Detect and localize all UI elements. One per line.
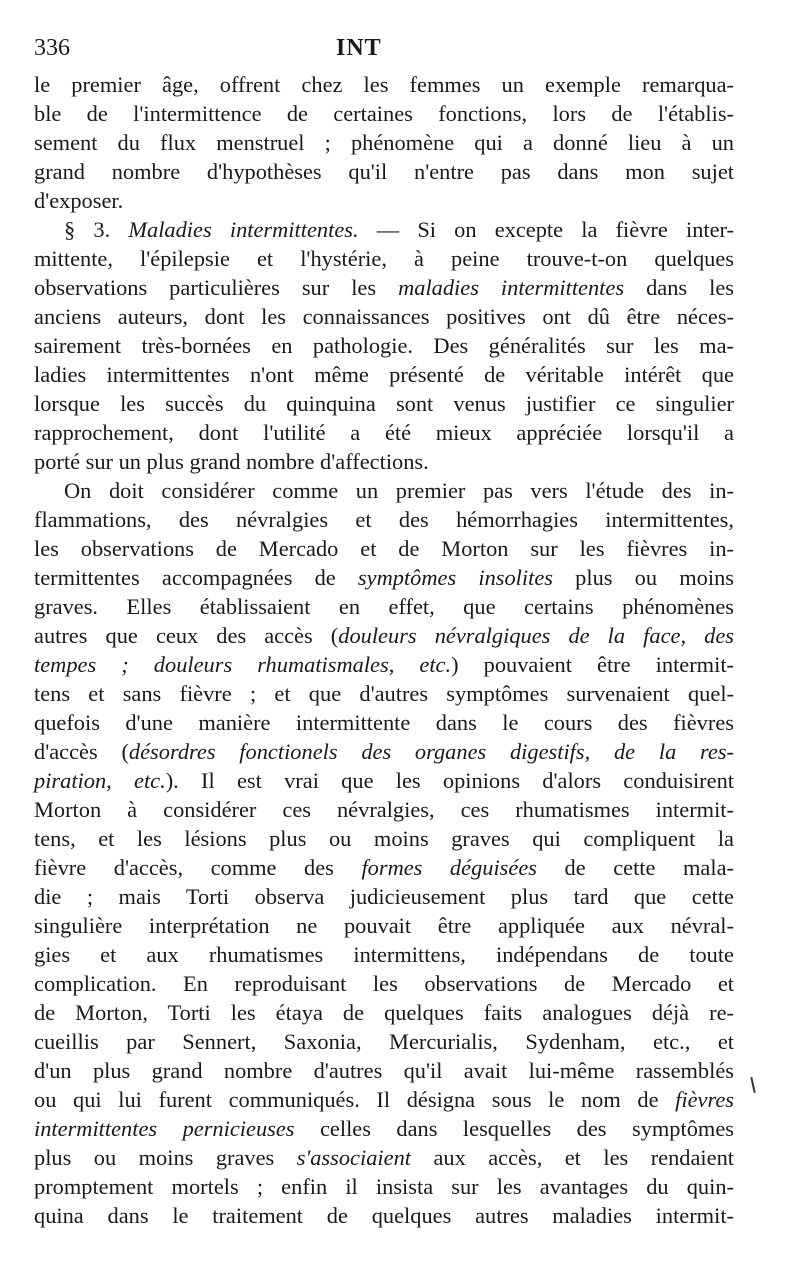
text-fragment: — Si on excepte la fièvre inter-: [358, 217, 735, 242]
italic-term: fièvres: [675, 1087, 734, 1112]
text-fragment: observations particulières sur les: [34, 275, 399, 300]
text-fragment: aux accès, et les rendaient: [410, 1145, 734, 1170]
text-line: quefois d'une manière intermittente dans le cours des fièvres: [34, 710, 734, 735]
text-fragment: ). Il est vrai que les opinions d'alors conduisirent: [165, 768, 734, 793]
section-heading-line: [34, 215, 734, 244]
italic-term: désordres fonctionels des organes digestifs, de la res-: [128, 739, 735, 764]
text-line: cueillis par Sennert, Saxonia, Mercurialis, Sydenham, etc., et: [34, 1029, 734, 1054]
text-line: les observations de Mercado et de Morton sur les fièvres in-: [34, 536, 734, 561]
margin-mark: [750, 1077, 755, 1093]
italic-term: s'associaient: [296, 1145, 411, 1170]
text-line: tens et sans fièvre ; et que d'autres symptômes survenaient quel-: [34, 681, 734, 706]
italic-term: douleurs névralgiques de la face, des: [338, 623, 734, 648]
text-line: Morton à considérer ces névralgies, ces rhumatismes intermit-: [34, 797, 734, 822]
text-line: complication. En reproduisant les observations de Mercado et: [34, 971, 734, 996]
italic-term: piration, etc.: [34, 768, 166, 793]
text-line: porté sur un plus grand nombre d'affections.: [34, 449, 429, 474]
page-number: 336: [34, 35, 70, 61]
text-line: sairement très-bornées en pathologie. Des généralités sur les ma-: [34, 333, 734, 358]
text-line: [34, 650, 734, 679]
text-fragment: autres que ceux des accès (: [34, 623, 339, 648]
italic-term: symptômes insolites: [357, 565, 553, 590]
text-line: ble de l'intermittence de certaines fonctions, lors de l'établis-: [34, 101, 734, 126]
text-fragment: termittentes accompagnées de: [34, 565, 358, 590]
section-number: § 3.: [64, 217, 129, 242]
text-line: gies et aux rhumatismes intermittens, indépendans de toute: [34, 942, 734, 967]
text-line: d'exposer.: [34, 188, 124, 213]
text-line: sement du flux menstruel ; phénomène qui a donné lieu à un: [34, 130, 734, 155]
text-fragment: ou qui lui furent communiqués. Il désigna sous le nom de: [34, 1087, 676, 1112]
text-line: promptement mortels ; enfin il insista sur les avantages du quin-: [34, 1174, 734, 1199]
text-line: [34, 1085, 734, 1114]
text-line: lorsque les succès du quinquina sont venus justifier ce singulier: [34, 391, 734, 416]
text-line: anciens auteurs, dont les connaissances positives ont dû être néces-: [34, 304, 734, 329]
section-title: Maladies intermittentes.: [128, 217, 359, 242]
text-fragment: ) pouvaient être intermit-: [451, 652, 734, 677]
text-line: [34, 853, 734, 882]
text-line: mittente, l'épilepsie et l'hystérie, à peine trouve-t-on quelques: [34, 246, 734, 271]
text-line: de Morton, Torti les étaya de quelques faits analogues déjà re-: [34, 1000, 734, 1025]
running-head: [34, 30, 734, 70]
italic-term: formes déguisées: [361, 855, 537, 880]
text-line: [34, 1114, 734, 1143]
text-line: [34, 737, 734, 766]
body-text: [34, 70, 734, 1230]
text-line: ladies intermittentes n'ont même présenté de véritable intérêt que: [34, 362, 734, 387]
text-line: graves. Elles établissaient en effet, que certains phénomènes: [34, 594, 734, 619]
text-line: grand nombre d'hypothèses qu'il n'entre pas dans mon sujet: [34, 159, 734, 184]
text-line: [34, 563, 734, 592]
text-line: On doit considérer comme un premier pas vers l'étude des in-: [64, 478, 734, 503]
book-page: [34, 30, 734, 1230]
text-line: [34, 1143, 734, 1172]
text-fragment: dans les: [624, 275, 734, 300]
italic-term: intermittentes pernicieuses: [34, 1116, 295, 1141]
text-line: die ; mais Torti observa judicieusement plus tard que cette: [34, 884, 734, 909]
running-head-word: INT: [336, 35, 382, 61]
text-fragment: d'accès (: [34, 739, 129, 764]
text-line: quina dans le traitement de quelques autres maladies intermit-: [34, 1203, 734, 1228]
text-fragment: plus ou moins: [553, 565, 734, 590]
italic-term: tempes ; douleurs rhumatismales, etc.: [34, 652, 452, 677]
text-line: singulière interprétation ne pouvait être appliquée aux névral-: [34, 913, 734, 938]
text-line: [34, 766, 734, 795]
text-line: rapprochement, dont l'utilité a été mieux appréciée lorsqu'il a: [34, 420, 734, 445]
text-fragment: fièvre d'accès, comme des: [34, 855, 362, 880]
text-line: tens, et les lésions plus ou moins graves qui compliquent la: [34, 826, 734, 851]
italic-term: maladies intermittentes: [398, 275, 625, 300]
text-line: le premier âge, offrent chez les femmes un exemple remarqua-: [34, 72, 734, 97]
text-line: [34, 621, 734, 650]
text-line: flammations, des névralgies et des hémorrhagies intermittentes,: [34, 507, 734, 532]
text-line: d'un plus grand nombre d'autres qu'il avait lui-même rassemblés: [34, 1058, 734, 1083]
text-fragment: celles dans lesquelles des symptômes: [294, 1116, 734, 1141]
text-line: [34, 273, 734, 302]
text-fragment: de cette mala-: [536, 855, 734, 880]
text-fragment: plus ou moins graves: [34, 1145, 297, 1170]
